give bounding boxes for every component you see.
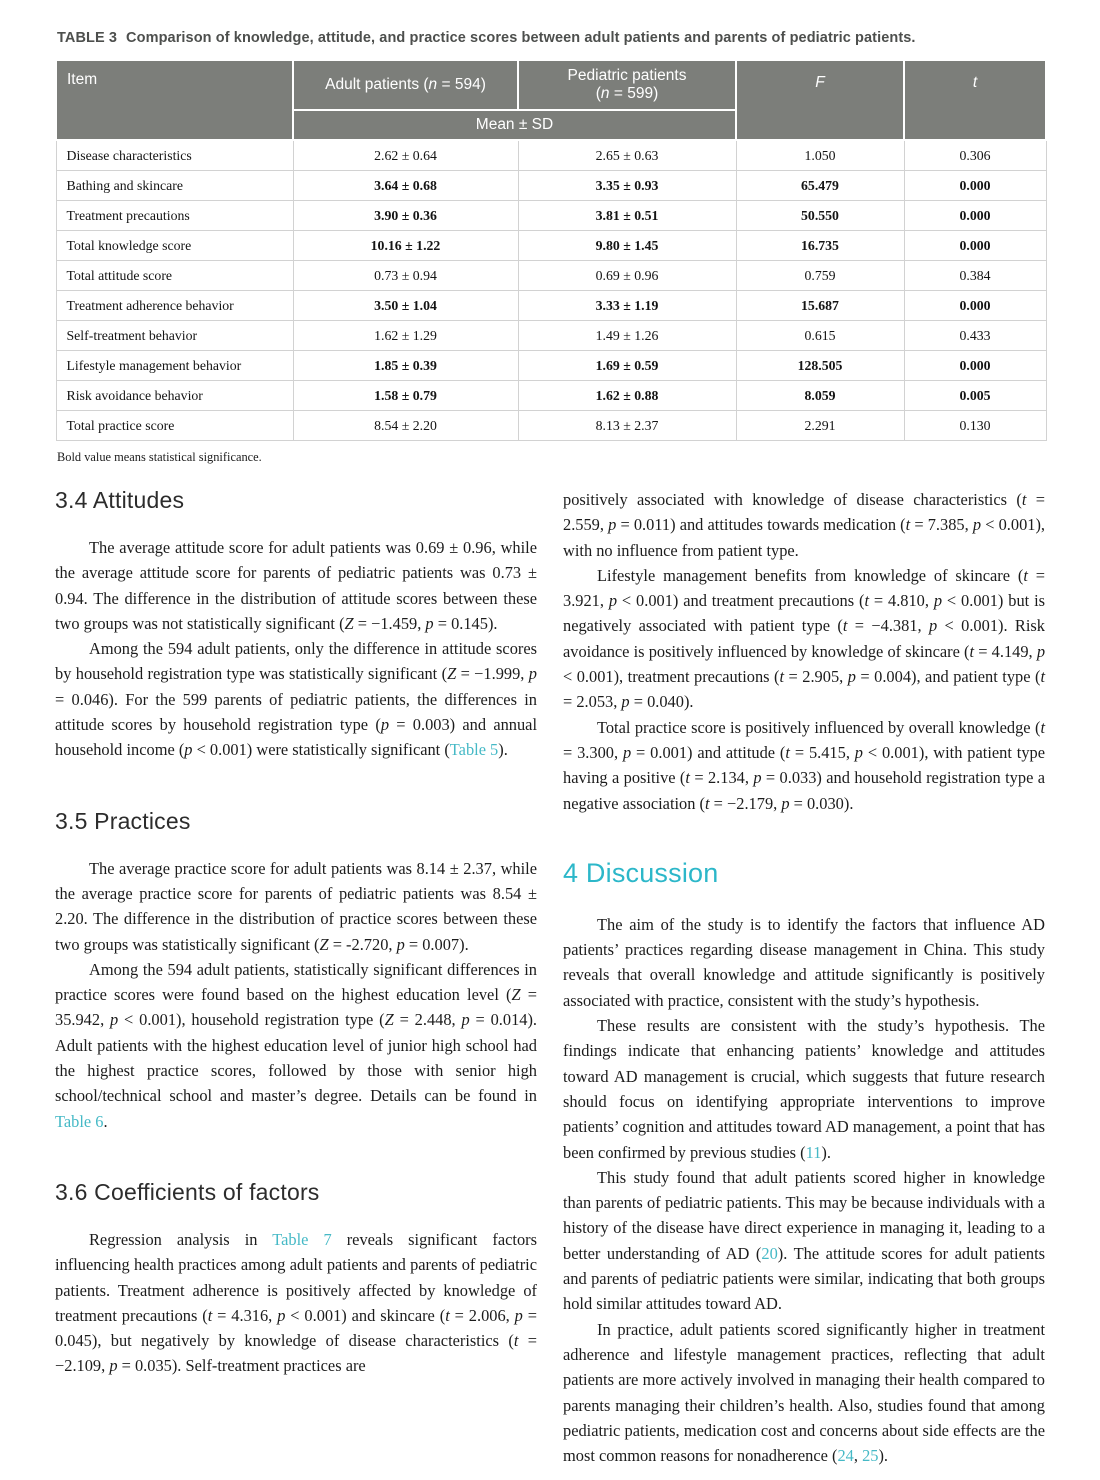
f-value-cell: 65.479	[736, 171, 904, 201]
table-caption-text: Comparison of knowledge, attitude, and practice scores between adult patients and parents of pediatric patients.	[126, 30, 916, 46]
paragraph	[563, 563, 1045, 715]
section-heading-attitudes: 3.4 Attitudes	[55, 487, 185, 513]
section-body-practices	[55, 856, 537, 1134]
citation-link[interactable]: 20	[761, 1243, 778, 1263]
f-value-cell: 2.291	[736, 411, 904, 441]
text-segment: ).	[498, 740, 508, 760]
table-row	[56, 291, 1046, 321]
table-row	[56, 411, 1046, 441]
continuation-body	[563, 487, 1045, 816]
section-3-6-coefficients	[55, 1179, 537, 1379]
f-value-cell: 16.735	[736, 231, 904, 261]
adult-mean-cell: 1.58 ± 0.79	[293, 381, 518, 411]
text-segment: Among the 594 adult patients, only the difference in attitude scores by household registration type was statistically significant (Z = −1.999, p = 0.046). For the 599 parents of pediatric patients, the differences in attitude scores by household registration type (p = 0.003) and annual household income (p < 0.001) were statistically significant (	[55, 639, 538, 760]
adult-mean-cell: 1.85 ± 0.39	[293, 351, 518, 381]
section-body-attitudes	[55, 535, 537, 763]
row-item-cell: Treatment adherence behavior	[56, 291, 293, 321]
paragraph	[55, 636, 537, 762]
adult-mean-cell: 3.64 ± 0.68	[293, 171, 518, 201]
paragraph	[563, 487, 1045, 563]
text-segment: positively associated with knowledge of disease characteristics (t = 2.559, p = 0.011) and attitudes towards medication (t = 7.385, p < 0.001), with no influence from patient type.	[563, 490, 1046, 560]
section-heading-practices: 3.5 Practices	[55, 807, 191, 834]
table-row	[56, 381, 1046, 411]
row-item-cell: Bathing and skincare	[56, 171, 293, 201]
pediatric-mean-cell: 3.81 ± 0.51	[518, 201, 736, 231]
table-row	[56, 231, 1046, 261]
row-item-cell: Self-treatment behavior	[56, 321, 293, 351]
t-value-cell: 0.000	[904, 171, 1046, 201]
pediatric-mean-cell: 8.13 ± 2.37	[518, 411, 736, 441]
right-column	[563, 487, 1045, 1468]
section-3-4-attitudes	[55, 487, 537, 763]
pediatric-mean-cell: 2.65 ± 0.63	[518, 140, 736, 171]
f-value-cell: 1.050	[736, 140, 904, 171]
adult-mean-cell: 10.16 ± 1.22	[293, 231, 518, 261]
paragraph	[563, 1317, 1045, 1469]
paragraph	[563, 912, 1045, 1013]
table-row	[56, 140, 1046, 171]
t-value-cell: 0.384	[904, 261, 1046, 291]
t-value-cell: 0.433	[904, 321, 1046, 351]
text-segment: The average attitude score for adult patients was 0.69 ± 0.96, while the average attitude score for parents of pediatric patients was 0.73 ± 0.94. The difference in the distribution of attitude scores between these two groups was not statistically significant (Z = −1.459, p = 0.145).	[55, 538, 537, 633]
paragraph	[563, 715, 1045, 816]
row-item-cell: Total attitude score	[56, 261, 293, 291]
pediatric-mean-cell: 1.49 ± 1.26	[518, 321, 736, 351]
text-segment: In practice, adult patients scored significantly higher in treatment adherence and lifestyle management practices, reflecting that adult patients are more actively involved in managing their health compared to parents managing their children’s health. Also, studies found that among pediatric patients, medication cost and concerns about side effects are the most common reasons for nonadherence (	[563, 1319, 1045, 1466]
f-value-cell: 8.059	[736, 381, 904, 411]
citation-link[interactable]: Table 6	[55, 1111, 104, 1131]
paragraph	[563, 1013, 1045, 1165]
section-3-5-practices	[55, 808, 537, 1134]
t-value-cell: 0.130	[904, 411, 1046, 441]
pediatric-mean-cell: 1.69 ± 0.59	[518, 351, 736, 381]
citation-link[interactable]: 25	[862, 1446, 879, 1466]
f-value-cell: 0.759	[736, 261, 904, 291]
t-value-cell: 0.306	[904, 140, 1046, 171]
f-value-cell: 15.687	[736, 291, 904, 321]
left-column	[55, 487, 537, 1468]
citation-link[interactable]: 24	[837, 1446, 854, 1466]
adult-mean-cell: 8.54 ± 2.20	[293, 411, 518, 441]
table-row	[56, 351, 1046, 381]
f-value-cell: 0.615	[736, 321, 904, 351]
paragraph	[55, 535, 537, 636]
table-body	[56, 140, 1046, 441]
discussion-body	[563, 912, 1045, 1469]
table-footnote: Bold value means statistical significance.	[57, 450, 262, 464]
citation-link[interactable]: Table 5	[449, 740, 499, 760]
table-row	[56, 201, 1046, 231]
col-header-pediatric: Pediatric patients (n = 599)	[518, 60, 736, 110]
text-segment: These results are consistent with the study’s hypothesis. The findings indicate that enhancing patients’ knowledge and attitudes toward AD management is crucial, which suggests that future research should focus on identifying appropriate interventions to improve patients’ cognition and attitudes toward AD management, a point that has been confirmed by previous studies (	[563, 1016, 1045, 1162]
t-value-cell: 0.000	[904, 351, 1046, 381]
t-value-cell: 0.000	[904, 201, 1046, 231]
text-segment: .	[103, 1111, 108, 1131]
text-segment: ). The attitude scores for adult patients and parents of pediatric patients were similar, indicating that both groups hold similar attitudes toward AD.	[563, 1243, 1045, 1314]
row-item-cell: Treatment precautions	[56, 201, 293, 231]
pediatric-mean-cell: 1.62 ± 0.88	[518, 381, 736, 411]
row-item-cell: Total knowledge score	[56, 231, 293, 261]
col-header-t: t	[904, 60, 1046, 140]
discussion-heading: 4 Discussion	[563, 857, 719, 888]
pediatric-mean-cell: 3.35 ± 0.93	[518, 171, 736, 201]
row-item-cell: Risk avoidance behavior	[56, 381, 293, 411]
article-body	[55, 487, 1045, 1468]
section-body-coefficients	[55, 1227, 537, 1379]
table-caption	[57, 30, 1045, 46]
paragraph	[55, 1227, 537, 1379]
t-value-cell: 0.000	[904, 231, 1046, 261]
adult-mean-cell: 3.90 ± 0.36	[293, 201, 518, 231]
row-item-cell: Lifestyle management behavior	[56, 351, 293, 381]
adult-mean-cell: 3.50 ± 1.04	[293, 291, 518, 321]
row-item-cell: Total practice score	[56, 411, 293, 441]
text-segment: The average practice score for adult patients was 8.14 ± 2.37, while the average practice score for parents of pediatric patients was 8.54 ± 2.20. The difference in the distribution of practice scores between these two groups was statistically significant (Z = -2.720, p = 0.007).	[55, 858, 537, 954]
table-caption-label: TABLE 3	[57, 30, 118, 46]
text-segment: ,	[853, 1446, 863, 1466]
paragraph	[55, 957, 537, 1134]
table-header	[56, 60, 1046, 140]
citation-link[interactable]: 11	[805, 1142, 822, 1162]
text-segment: ).	[821, 1142, 831, 1162]
section-heading-coefficients: 3.6 Coefficients of factors	[55, 1178, 320, 1205]
table-row	[56, 321, 1046, 351]
col-header-F: F	[736, 60, 904, 140]
table-row	[56, 171, 1046, 201]
text-segment: reveals significant factors influencing health practices among adult patients and parents of pediatric patients. Treatment adherence is positively affected by knowledge of treatment precautions (t = 4.316, p < 0.001) and skincare (t = 2.006, p = 0.045), but negatively by knowledge of disease characteristics (t = −2.109, p = 0.035). Self-treatment practices are	[55, 1229, 538, 1376]
paragraph	[55, 856, 537, 957]
comparison-table	[55, 59, 1047, 441]
pediatric-mean-cell: 0.69 ± 0.96	[518, 261, 736, 291]
pediatric-mean-cell: 9.80 ± 1.45	[518, 231, 736, 261]
t-value-cell: 0.000	[904, 291, 1046, 321]
citation-link[interactable]: Table 7	[272, 1229, 332, 1249]
adult-mean-cell: 1.62 ± 1.29	[293, 321, 518, 351]
adult-mean-cell: 2.62 ± 0.64	[293, 140, 518, 171]
table-row	[56, 261, 1046, 291]
f-value-cell: 50.550	[736, 201, 904, 231]
col-header-mean-sd: Mean ± SD	[293, 110, 736, 140]
text-segment: Total practice score is positively influenced by overall knowledge (t = 3.300, p = 0.001) and attitude (t = 5.415, p < 0.001), with patient type having a positive (t = 2.134, p = 0.033) and household registration type a negative association (t = −2.179, p = 0.030).	[563, 717, 1045, 813]
text-segment: Among the 594 adult patients, statistically significant differences in practice scores were found based on the highest education level (Z = 35.942, p < 0.001), household registration type (Z = 2.448, p = 0.014). Adult patients with the highest education level of junior high school had the highest practice scores, followed by those with senior high school/technical school and master’s degree. Details can be found in	[55, 959, 538, 1106]
text-segment: This study found that adult patients scored higher in knowledge than parents of pediatric patients. This may be because individuals with a history of the disease have direct experience in managing it, leading to a better understanding of AD (	[563, 1167, 1045, 1263]
adult-mean-cell: 0.73 ± 0.94	[293, 261, 518, 291]
col-header-adult: Adult patients (n = 594)	[293, 60, 518, 110]
text-segment: ).	[878, 1446, 889, 1466]
col-header-item: Item	[56, 60, 293, 140]
text-segment: The aim of the study is to identify the factors that influence AD patients’ practices regarding disease management in China. This study reveals that overall knowledge and attitude significantly is positively associated with practice, consistent with the study’s hypothesis.	[563, 914, 1045, 1010]
f-value-cell: 128.505	[736, 351, 904, 381]
paragraph	[563, 1165, 1045, 1317]
text-segment: Regression analysis in	[89, 1229, 273, 1249]
pediatric-mean-cell: 3.33 ± 1.19	[518, 291, 736, 321]
row-item-cell: Disease characteristics	[56, 140, 293, 171]
text-segment: Lifestyle management benefits from knowledge of skincare (t = 3.921, p < 0.001) and treatment precautions (t = 4.810, p < 0.001) but is negatively associated with patient type (t = −4.381, p < 0.001). Risk avoidance is positively influenced by knowledge of skincare (t = 4.149, p < 0.001), treatment precautions (t = 2.905, p = 0.004), and patient type (t = 2.053, p = 0.040).	[563, 565, 1046, 712]
t-value-cell: 0.005	[904, 381, 1046, 411]
